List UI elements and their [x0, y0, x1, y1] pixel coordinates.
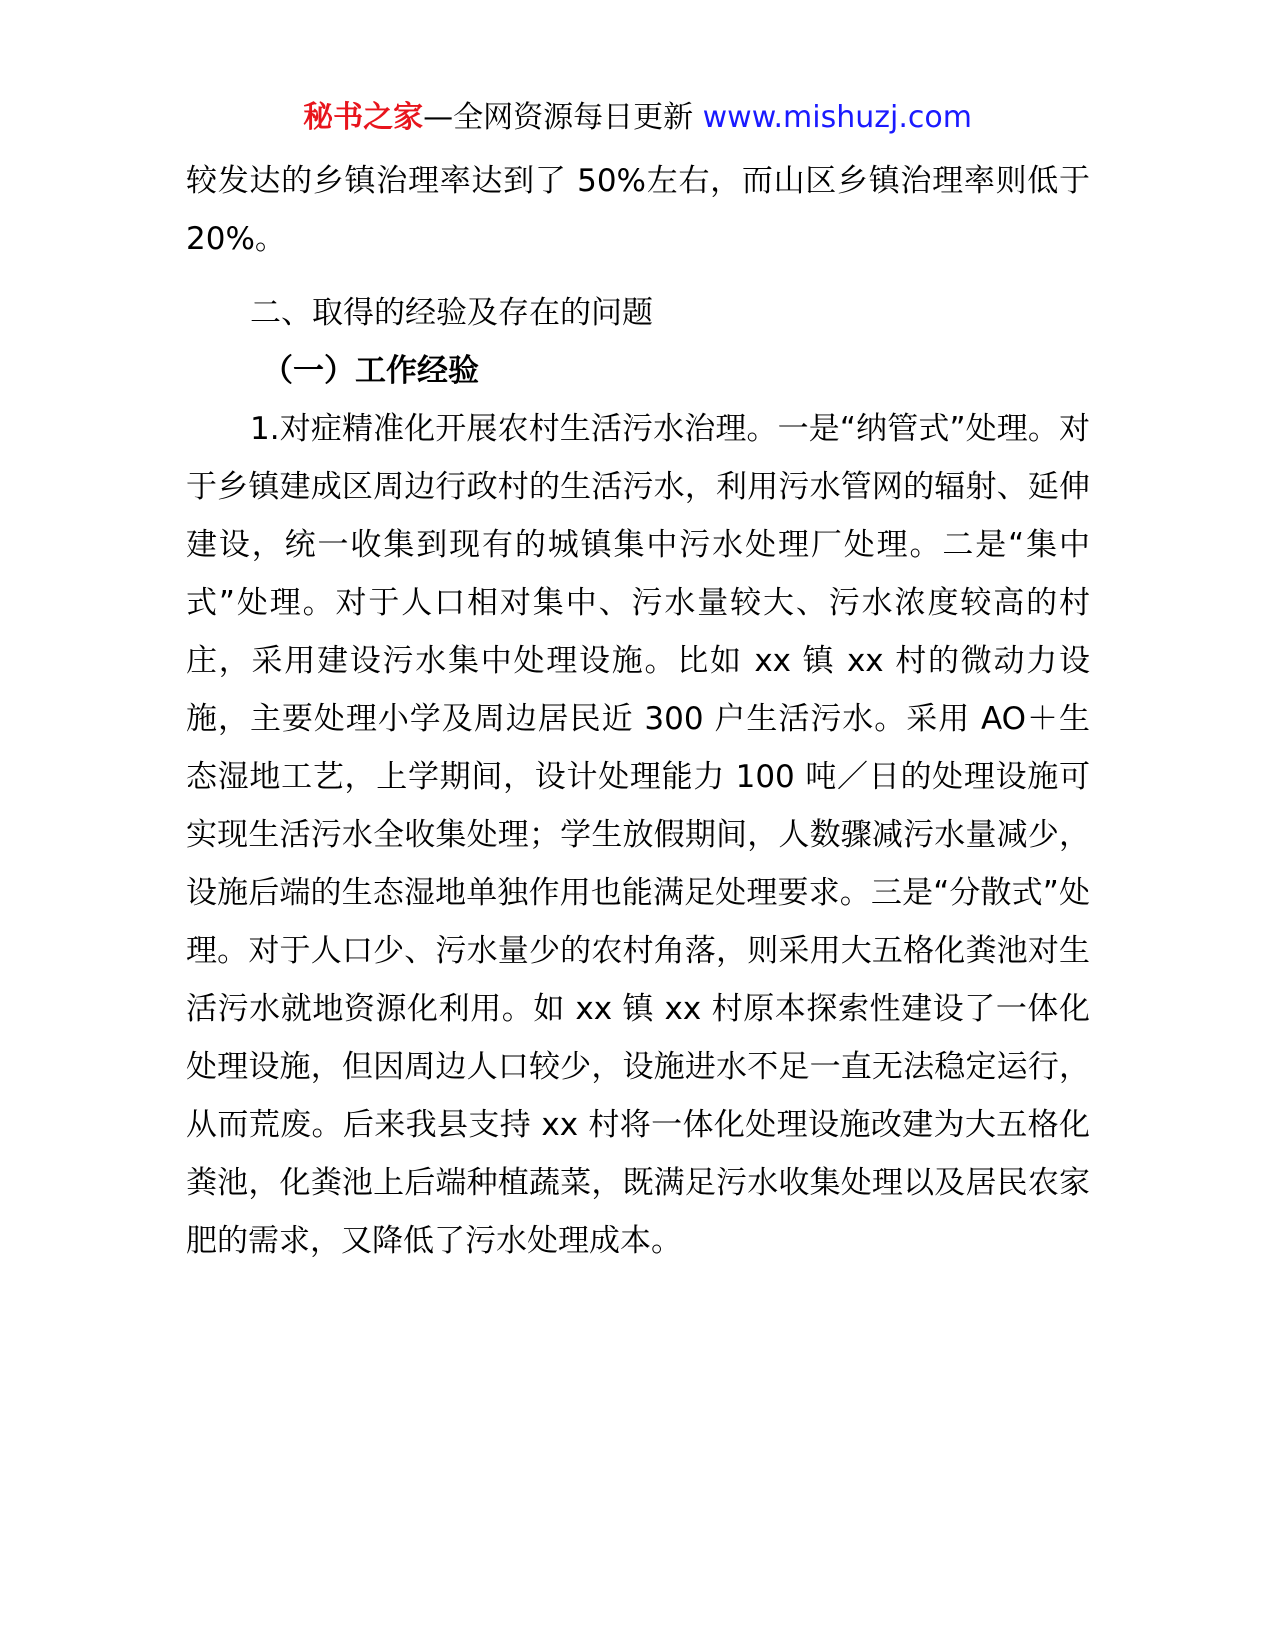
continued-paragraph: 较发达的乡镇治理率达到了 50%左右，而山区乡镇治理率则低于 20%。	[186, 163, 1090, 257]
document-body	[186, 152, 1090, 1270]
section-heading: 二、取得的经验及存在的问题	[250, 295, 653, 331]
subsection-heading: （一）工作经验	[262, 353, 479, 389]
header-tagline: —全网资源每日更新	[423, 100, 703, 135]
paragraph-gap	[186, 268, 1090, 284]
body-paragraph: 1.对症精准化开展农村生活污水治理。一是“纳管式”处理。对于乡镇建成区周边行政村的生活污水，利用污水管网的辐射、延伸建设，统一收集到现有的城镇集中污水处理厂处理。二是“集中式”处理。对于人口相对集中、污水量较大、污水浓度较高的村庄，采用建设污水集中处理设施。比如 xx 镇 xx 村的微动力设施，主要处理小学及周边居民近 300 户生活污水。采用 AO＋生态湿地工艺，上学期间，设计处理能力 100 吨／日的处理设施可实现生活污水全收集处理；学生放假期间，人数骤减污水量减少，设施后端的生态湿地单独作用也能满足处理要求。三是“分散式”处理。对于人口少、污水量少的农村角落，则采用大五格化粪池对生活污水就地资源化利用。如 xx 镇 xx 村原本探索性建设了一体化处理设施，但因周边人口较少，设施进水不足一直无法稳定运行，从而荒废。后来我县支持 xx 村将一体化处理设施改建为大五格化粪池，化粪池上后端种植蔬菜，既满足污水收集处理以及居民农家肥的需求，又降低了污水处理成本。	[186, 411, 1090, 1259]
page-header	[0, 96, 1275, 140]
website-link[interactable]: www.mishuzj.com	[702, 100, 972, 135]
brand-name: 秘书之家	[303, 100, 424, 135]
